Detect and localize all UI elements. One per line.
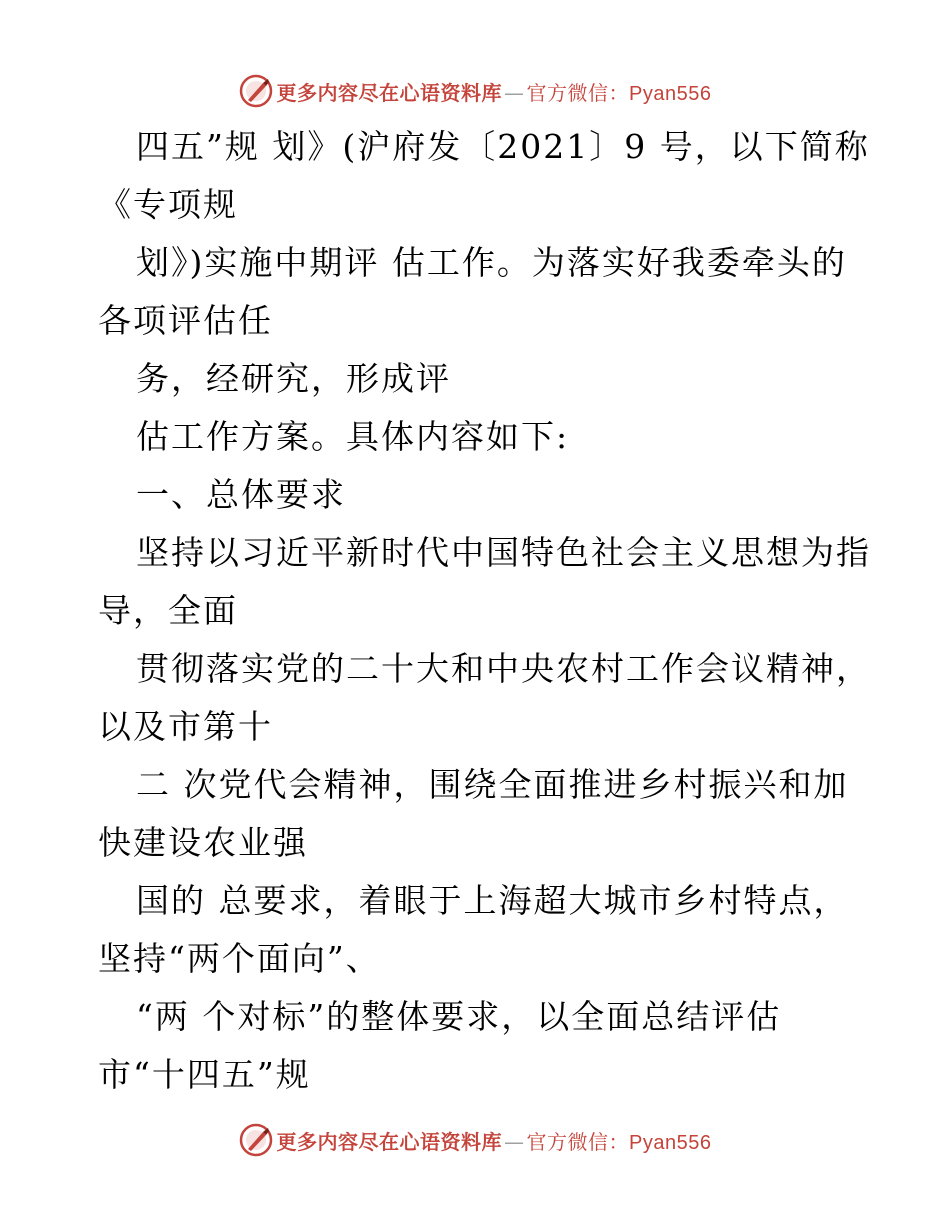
watermark-contact-id: Pyan556 (629, 82, 712, 105)
watermark-contact-id: Pyan556 (629, 1131, 712, 1154)
watermark-separator: — (504, 1129, 525, 1154)
text-line: 估工作方案。具体内容如下: (136, 417, 570, 456)
text-line: 四五”规 划》(沪府发〔2021〕9 号，以下简称 (136, 127, 870, 166)
text-line: 以及市第十 (98, 707, 273, 746)
text-line: 快建设农业强 (98, 823, 308, 862)
text-line: 坚持“两个面向”、 (98, 939, 381, 978)
document-body (98, 118, 871, 1104)
section-heading: 一、总体要求 (136, 475, 346, 514)
text-line: 务，经研究，形成评 (136, 359, 451, 398)
quill-pen-logo-icon (239, 74, 273, 108)
watermark-contact-label: 官方微信： (526, 80, 630, 105)
text-line: 划》)实施中期评 估工作。为落实好我委牵头的 (136, 243, 847, 282)
watermark-title: 更多内容尽在心语资料库 (276, 1129, 503, 1154)
watermark-title: 更多内容尽在心语资料库 (276, 80, 503, 105)
text-line: 《专项规 (98, 185, 238, 224)
text-line: 坚持以习近平新时代中国特色社会主义思想为指 (136, 533, 871, 572)
text-line: 各项评估任 (98, 301, 273, 340)
quill-pen-logo-icon (239, 1123, 273, 1157)
text-line: 贯彻落实党的二十大和中央农村工作会议精神， (136, 649, 871, 688)
text-line: 国的 总要求，着眼于上海超大城市乡村特点， (136, 881, 849, 920)
watermark-contact-label: 官方微信： (526, 1129, 630, 1154)
text-line: 导，全面 (98, 591, 238, 630)
text-line: “两 个对标”的整体要求，以全面总结评估 (136, 997, 782, 1036)
text-line: 二 次党代会精神，围绕全面推进乡村振兴和加 (136, 765, 849, 804)
header-watermark (0, 71, 950, 111)
footer-watermark (0, 1120, 950, 1160)
watermark-separator: — (504, 80, 525, 105)
text-line: 市“十四五”规 (98, 1055, 311, 1094)
